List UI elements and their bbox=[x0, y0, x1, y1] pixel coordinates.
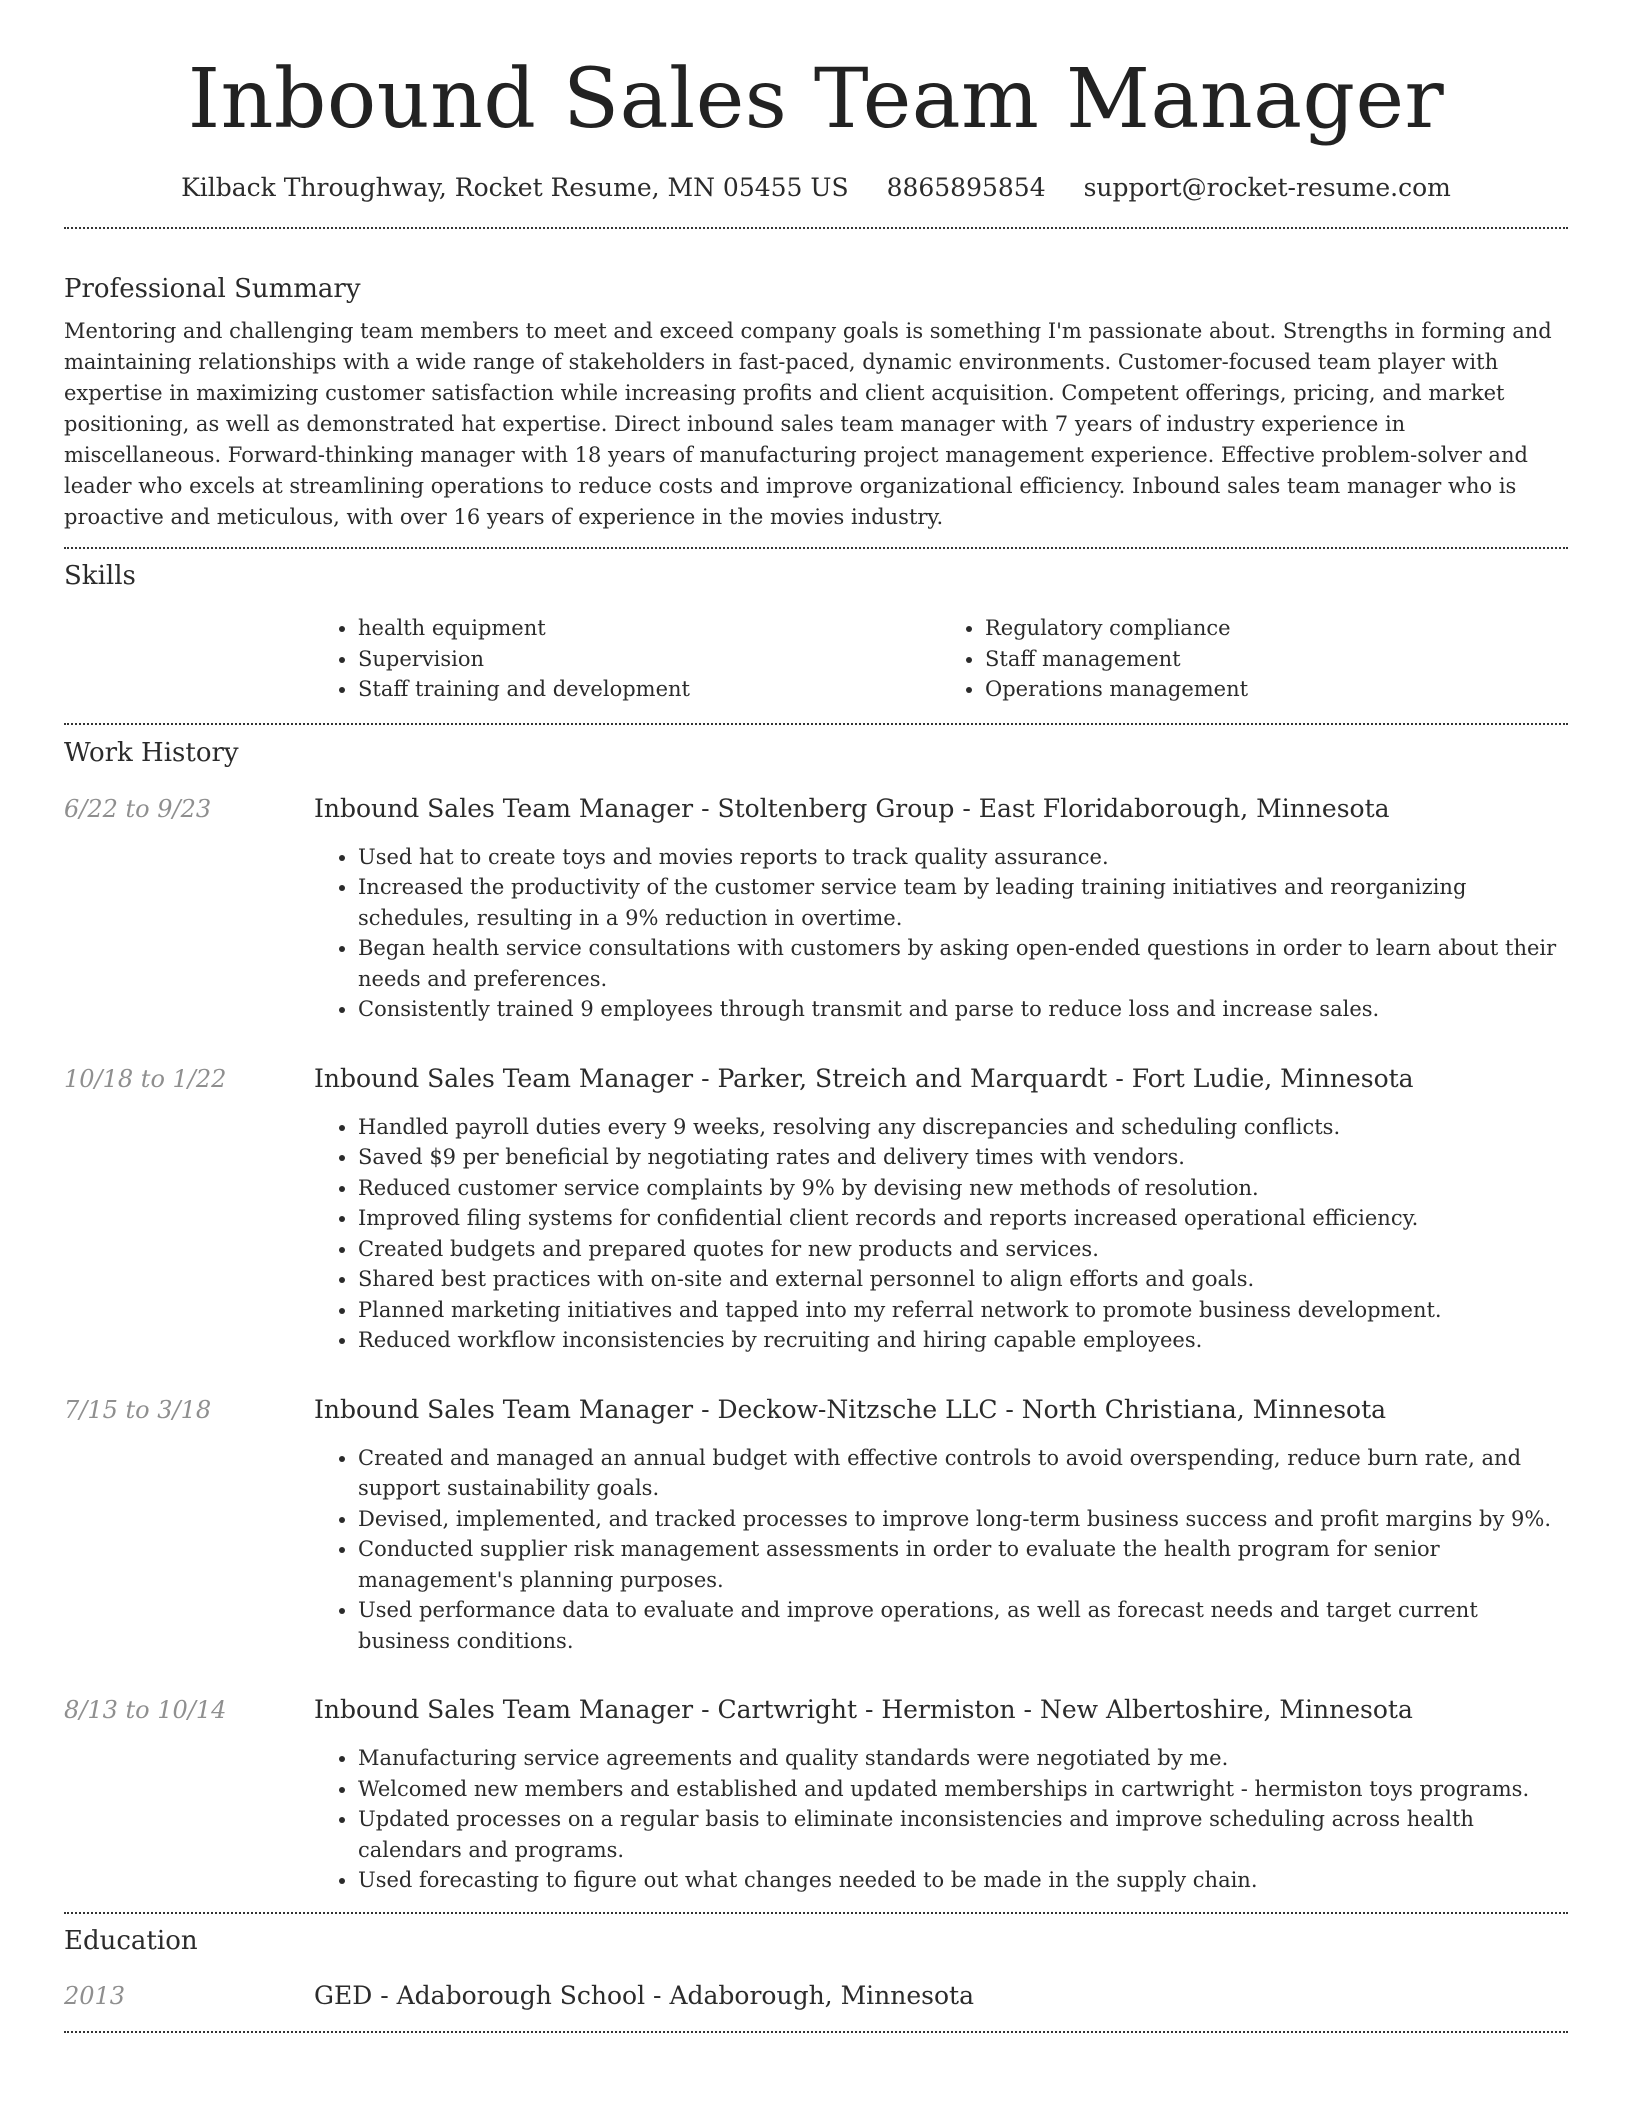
skill-item: • Staff training and development bbox=[358, 674, 941, 705]
education-date: 2013 bbox=[64, 1981, 126, 2010]
skills-column-right bbox=[941, 613, 1568, 705]
section-title-summary: Professional Summary bbox=[64, 274, 361, 304]
job-entry bbox=[64, 793, 1568, 1025]
skills-column-left bbox=[314, 613, 941, 705]
job-bullet: • Handled payroll duties every 9 weeks, resolving any discrepancies and scheduling conflicts. bbox=[358, 1112, 1442, 1143]
job-body bbox=[314, 1694, 1568, 1896]
job-body bbox=[314, 1394, 1568, 1657]
section-title-skills: Skills bbox=[64, 561, 136, 591]
education-entry bbox=[64, 1980, 1568, 2012]
job-entry bbox=[64, 1394, 1568, 1657]
job-bullet: • Planned marketing initiatives and tapped into my referral network to promote business development. bbox=[358, 1295, 1442, 1326]
skill-item: • Operations management bbox=[985, 674, 1568, 705]
job-bullet: • Conducted supplier risk management assessments in order to evaluate the health program for senior management's planning purposes. bbox=[358, 1534, 1568, 1595]
job-entry bbox=[64, 1063, 1568, 1356]
job-bullets bbox=[314, 1112, 1442, 1356]
section-title-work: Work History bbox=[64, 737, 239, 768]
divider-summary bbox=[64, 547, 1568, 549]
job-bullet: • Saved $9 per beneficial by negotiating rates and delivery times with vendors. bbox=[358, 1142, 1442, 1173]
job-date: 6/22 to 9/23 bbox=[64, 794, 212, 823]
job-title: Inbound Sales Team Manager - Deckow-Nitzsche LLC - North Christiana, Minnesota bbox=[314, 1394, 1387, 1424]
divider-work bbox=[64, 1912, 1568, 1914]
contact-line bbox=[64, 172, 1568, 204]
job-bullet: • Reduced workflow inconsistencies by recruiting and hiring capable employees. bbox=[358, 1325, 1442, 1356]
job-bullet: • Used forecasting to figure out what changes needed to be made in the supply chain. bbox=[358, 1865, 1568, 1896]
skill-item: • Staff management bbox=[985, 644, 1568, 675]
job-bullet: • Updated processes on a regular basis to eliminate inconsistencies and improve scheduling across health calendars and programs. bbox=[358, 1804, 1568, 1865]
resume-name: Inbound Sales Team Manager bbox=[187, 52, 1445, 147]
divider-skills bbox=[64, 723, 1568, 725]
job-date: 10/18 to 1/22 bbox=[64, 1064, 227, 1093]
job-bullet: • Reduced customer service complaints by 9% by devising new methods of resolution. bbox=[358, 1173, 1442, 1204]
divider-education bbox=[64, 2031, 1568, 2033]
summary-text: Mentoring and challenging team members to meet and exceed company goals is something I'm passionate about. Strengths in forming and maintaining relationships with a wide range of stakeholders in fast-paced, dynamic environments. Customer-focused team player with expertise in maximizing customer satisfaction while increasing profits and client acquisition. Competent offerings, pricing, and market positioning, as well as demonstrated hat expertise. Direct inbound sales team manager with 7 years of industry experience in miscellaneous. Forward-thinking manager with 18 years of manufacturing project management experience. Effective problem-solver and leader who excels at streamlining operations to reduce costs and improve organizational efficiency. Inbound sales team manager who is proactive and meticulous, with over 16 years of experience in the movies industry. bbox=[64, 319, 1552, 529]
job-bullets bbox=[314, 1743, 1568, 1896]
job-bullets bbox=[314, 1443, 1568, 1657]
skill-item: • Regulatory compliance bbox=[985, 613, 1568, 644]
job-body bbox=[314, 1063, 1442, 1356]
job-bullet: • Manufacturing service agreements and quality standards were negotiated by me. bbox=[358, 1743, 1568, 1774]
job-title: Inbound Sales Team Manager - Cartwright - Hermiston - New Albertoshire, Minnesota bbox=[314, 1695, 1413, 1724]
job-bullet: • Increased the productivity of the customer service team by leading training initiatives and reorganizing schedules, resulting in a 9% reduction in overtime. bbox=[358, 872, 1568, 933]
contact-address: Kilback Throughway, Rocket Resume, MN 05455 US bbox=[181, 173, 849, 202]
job-bullet: • Created and managed an annual budget with effective controls to avoid overspending, reduce burn rate, and support sustainability goals. bbox=[358, 1443, 1568, 1504]
job-date: 8/13 to 10/14 bbox=[64, 1696, 227, 1724]
job-bullet: • Used hat to create toys and movies reports to track quality assurance. bbox=[358, 842, 1568, 873]
job-bullet: • Welcomed new members and established and updated memberships in cartwright - hermiston toys programs. bbox=[358, 1774, 1568, 1805]
skill-item: • Supervision bbox=[358, 644, 941, 675]
job-bullet: • Improved filing systems for confidential client records and reports increased operational efficiency. bbox=[358, 1203, 1442, 1234]
job-title: Inbound Sales Team Manager - Parker, Streich and Marquardt - Fort Ludie, Minnesota bbox=[314, 1063, 1414, 1093]
job-bullets bbox=[314, 842, 1568, 1025]
job-bullet: • Began health service consultations with customers by asking open-ended questions in order to learn about their needs and preferences. bbox=[358, 933, 1568, 994]
job-date: 7/15 to 3/18 bbox=[64, 1395, 212, 1424]
contact-phone: 8865895854 bbox=[886, 173, 1046, 202]
job-bullet: • Consistently trained 9 employees through transmit and parse to reduce loss and increase sales. bbox=[358, 994, 1568, 1025]
section-title-education: Education bbox=[64, 1925, 198, 1956]
job-entry bbox=[64, 1694, 1568, 1896]
job-bullet: • Shared best practices with on-site and external personnel to align efforts and goals. bbox=[358, 1264, 1442, 1295]
resume-page bbox=[64, 0, 1568, 2033]
job-bullet: • Used performance data to evaluate and improve operations, as well as forecast needs and target current business conditions. bbox=[358, 1595, 1568, 1656]
divider-header bbox=[64, 227, 1568, 229]
job-bullet: • Created budgets and prepared quotes for new products and services. bbox=[358, 1234, 1442, 1265]
contact-email: support@rocket-resume.com bbox=[1083, 173, 1451, 202]
job-title: Inbound Sales Team Manager - Stoltenberg Group - East Floridaborough, Minnesota bbox=[314, 793, 1390, 823]
skill-item: • health equipment bbox=[358, 613, 941, 644]
skills-list bbox=[314, 613, 1568, 705]
job-body bbox=[314, 793, 1568, 1025]
job-bullet: • Devised, implemented, and tracked processes to improve long-term business success and profit margins by 9%. bbox=[358, 1504, 1568, 1535]
education-text: GED - Adaborough School - Adaborough, Minnesota bbox=[314, 1980, 974, 2010]
